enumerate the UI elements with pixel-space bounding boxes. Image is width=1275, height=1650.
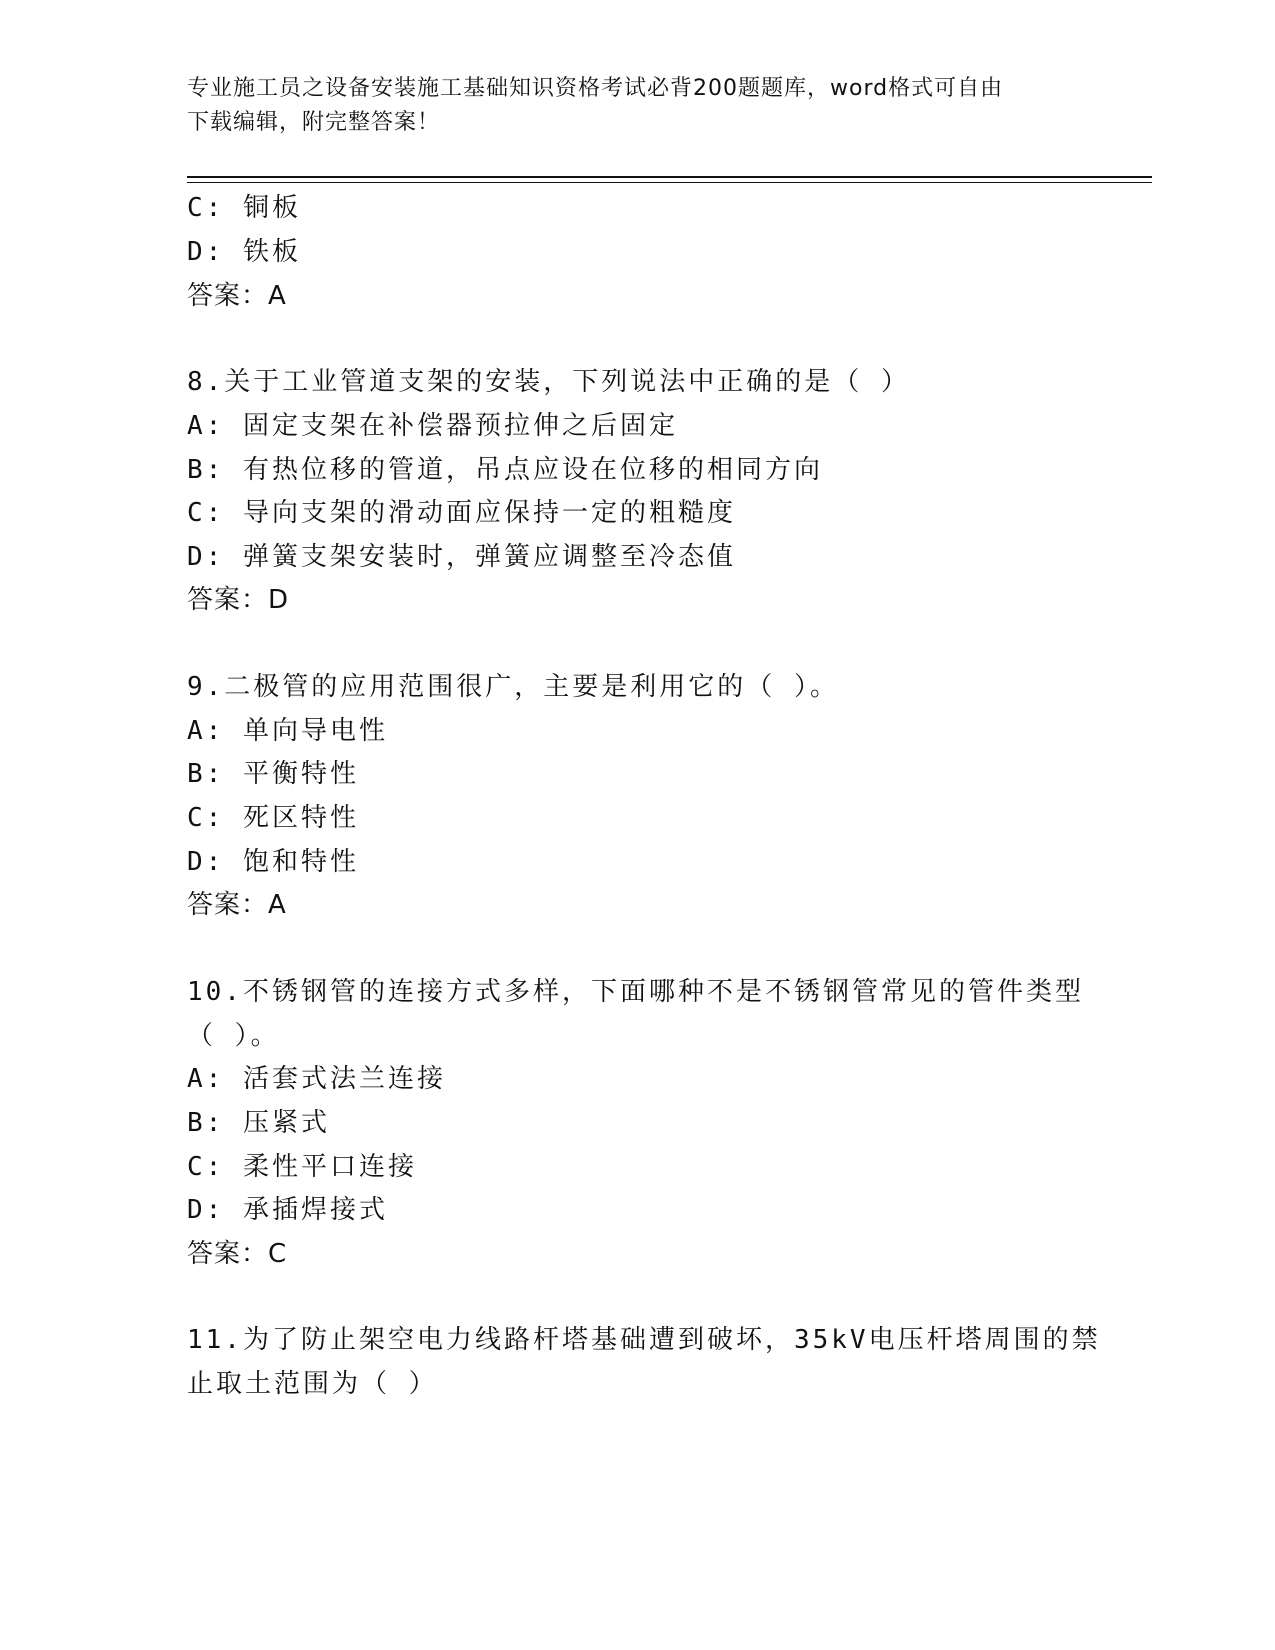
q9-option-c: C: 死区特性	[187, 803, 359, 833]
header-rule-thin	[187, 182, 1152, 183]
q7-answer: 答案：A	[187, 281, 287, 311]
q10-stem-line-1: 10.不锈钢管的连接方式多样，下面哪种不是不锈钢管常见的管件类型	[187, 977, 1084, 1007]
q10-option-d: D: 承插焊接式	[187, 1195, 388, 1225]
header-title-line-1: 专业施工员之设备安装施工基础知识资格考试必背200题题库，word格式可自由	[187, 76, 1004, 101]
q8-option-d: D: 弹簧支架安装时，弹簧应调整至冷态值	[187, 542, 736, 572]
q8-option-a: A: 固定支架在补偿器预拉伸之后固定	[187, 411, 678, 441]
document-header	[187, 72, 1067, 140]
q8-answer: 答案：D	[187, 585, 290, 615]
q10-answer: 答案：C	[187, 1239, 288, 1269]
q10-option-c: C: 柔性平口连接	[187, 1152, 417, 1182]
q11-stem-line-2: 止取土范围为（ ）	[187, 1369, 438, 1399]
q8-option-b: B: 有热位移的管道，吊点应设在位移的相同方向	[187, 455, 823, 485]
header-title-line-2: 下载编辑，附完整答案！	[187, 110, 441, 135]
header-rule-thick	[187, 176, 1152, 178]
q11-stem-line-1: 11.为了防止架空电力线路杆塔基础遭到破坏，35kV电压杆塔周围的禁	[187, 1325, 1101, 1355]
q10-option-a: A: 活套式法兰连接	[187, 1064, 446, 1094]
q9-option-b: B: 平衡特性	[187, 759, 359, 789]
q9-option-a: A: 单向导电性	[187, 716, 388, 746]
q10-stem-line-2: （ ）。	[187, 1021, 280, 1051]
q7-option-d: D: 铁板	[187, 237, 301, 267]
q9-stem: 9.二极管的应用范围很广，主要是利用它的（ ）。	[187, 672, 839, 702]
q9-option-d: D: 饱和特性	[187, 847, 359, 877]
q7-option-c: C: 铜板	[187, 193, 301, 223]
q8-option-c: C: 导向支架的滑动面应保持一定的粗糙度	[187, 498, 736, 528]
q9-answer: 答案：A	[187, 890, 287, 920]
q8-stem: 8.关于工业管道支架的安装，下列说法中正确的是（ ）	[187, 367, 910, 397]
q10-option-b: B: 压紧式	[187, 1108, 330, 1138]
